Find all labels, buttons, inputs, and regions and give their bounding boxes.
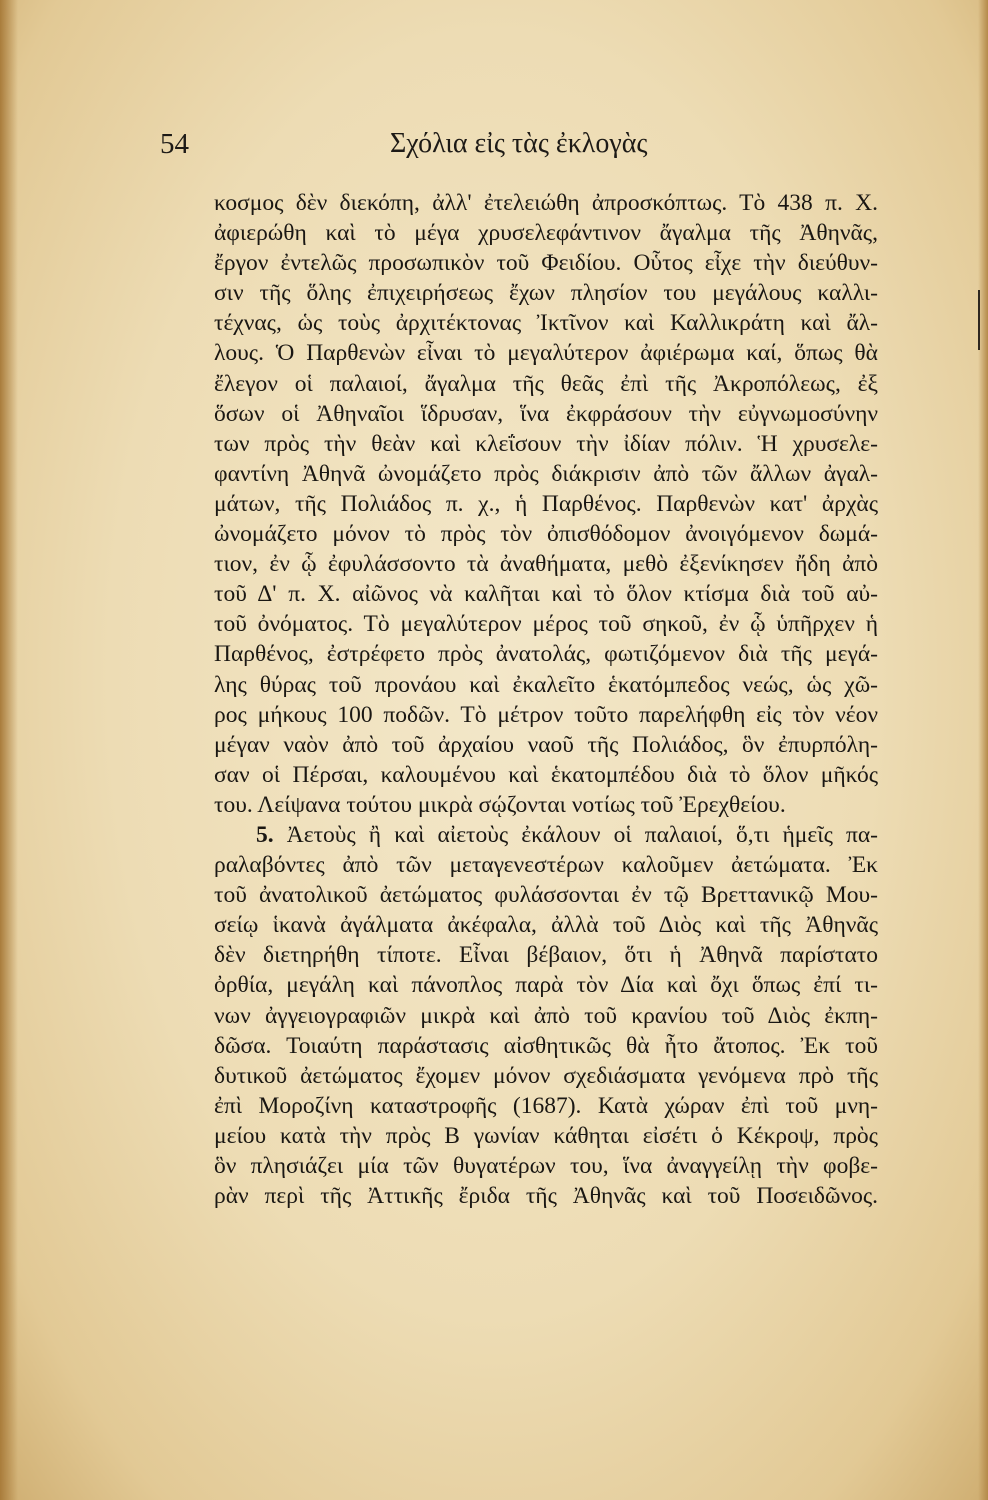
text-line: λης θύρας τοῦ προνάου καὶ ἐκαλεῖτο ἑκατόμπεδος νεώς, ὡς χῶ- — [214, 671, 878, 698]
text-line: ὅσων οἱ Ἀθηναῖοι ἵδρυσαν, ἵνα ἐκφράσουν τὴν εὐγνωμοσύνην — [214, 400, 878, 427]
text-line: δὲν διετηρήθη τίποτε. Εἶναι βέβαιον, ὅτι ἡ Ἀθηνᾶ παρίστατο — [214, 942, 878, 969]
text-line: ἐπὶ Μοροζίνη καταστροφῆς (1687). Κατὰ χώραν ἐπὶ τοῦ μνη- — [214, 1092, 878, 1119]
page-number: 54 — [160, 128, 189, 160]
text-line: ὀρθία, μεγάλη καὶ πάνοπλος παρὰ τὸν Δία καὶ ὄχι ὅπως ἐπί τι- — [214, 972, 878, 999]
text-line: δῶσα. Τοιαύτη παράστασις αἰσθητικῶς θὰ ἦτο ἄτοπος. Ἐκ τοῦ — [214, 1032, 878, 1059]
text-line: σείῳ ἱκανὰ ἀγάλματα ἀκέφαλα, ἀλλὰ τοῦ Διὸς καὶ τῆς Ἀθηνᾶς — [214, 912, 878, 939]
paragraph-first-line-text: Ἀετοὺς ἢ καὶ αἰετοὺς ἐκάλουν οἱ παλαιοί, ὅ,τι ἡμεῖς πα- — [286, 821, 879, 848]
text-line: σαν οἱ Πέρσαι, καλουμένου καὶ ἑκατομπέδου διὰ τὸ ὅλον μῆκός — [214, 761, 878, 788]
text-line: ὃν πλησιάζει μία τῶν θυγατέρων του, ἵνα ἀναγγείλῃ τὴν φοβε- — [214, 1153, 878, 1179]
text-line: δυτικοῦ ἀετώματος ἔχομεν μόνον σχεδιάσματα γενόμενα πρὸ τῆς — [214, 1062, 878, 1089]
text-line: φαντίνη Ἀθηνᾶ ὠνομάζετο πρὸς διάκρισιν ἀπὸ τῶν ἄλλων ἀγαλ- — [214, 460, 878, 487]
text-line: ρὰν περὶ τῆς Ἀττικῆς ἔριδα τῆς Ἀθηνᾶς καὶ τοῦ Ποσειδῶνος. — [214, 1183, 878, 1210]
text-line: ἀφιερώθη καὶ τὸ μέγα χρυσελεφάντινον ἄγαλμα τῆς Ἀθηνᾶς, — [214, 220, 878, 247]
text-line: τοῦ Δ' π. Χ. αἰῶνος νὰ καλῆται καὶ τὸ ὅλον κτίσμα διὰ τοῦ αὐ- — [214, 581, 878, 608]
text-line: του. Λείψανα τούτου μικρὰ σῴζονται νοτίως τοῦ Ἐρεχθείου. — [214, 791, 786, 818]
page-edge-left — [0, 0, 18, 1500]
text-line: λους. Ὁ Παρθενὼν εἶναι τὸ μεγαλύτερον ἀφιέρωμα καί, ὅπως θὰ — [214, 340, 878, 367]
paragraph-first-line — [214, 820, 878, 850]
text-line: σιν τῆς ὅλης ἐπιχειρήσεως ἔχων πλησίον του μεγάλους καλλι- — [214, 280, 878, 307]
page-edge-right — [978, 0, 988, 1500]
text-line: τοῦ ἀνατολικοῦ ἀετώματος φυλάσσονται ἐν τῷ Βρεττανικῷ Μου- — [214, 882, 878, 909]
text-line: μάτων, τῆς Πολιάδος π. χ., ἡ Παρθένος. Παρθενὼν κατ' ἀρχὰς — [214, 490, 878, 517]
text-line: ἔλεγον οἱ παλαιοί, ἄγαλμα τῆς θεᾶς ἐπὶ τῆς Ἀκροπόλεως, ἐξ — [214, 370, 878, 397]
text-line: τοῦ ὀνόματος. Τὸ μεγαλύτερον μέρος τοῦ σηκοῦ, ἐν ᾧ ὑπῆρχεν ἡ — [214, 611, 878, 638]
text-line: ἔργον ἐντελῶς προσωπικὸν τοῦ Φειδίου. Οὗτος εἶχε τὴν διεύθυν- — [214, 250, 878, 277]
text-line: μείου κατὰ τὴν πρὸς Β γωνίαν κάθηται εἰσέτι ὁ Κέκροψ, πρὸς — [214, 1122, 878, 1149]
text-line: ρος μήκους 100 ποδῶν. Τὸ μέτρον τοῦτο παρελήφθη εἰς τὸν νέον — [214, 701, 878, 728]
text-line: κοσμος δὲν διεκόπη, ἀλλ' ἐτελειώθη ἀπροσκόπτως. Τὸ 438 π. Χ. — [214, 190, 878, 216]
text-line: ὠνομάζετο μόνον τὸ πρὸς τὸν ὀπισθόδομον ἀνοιγόμενον δωμά- — [214, 521, 878, 548]
text-line: τέχνας, ὡς τοὺς ἀρχιτέκτονας Ἰκτῖνον καὶ Καλλικράτη καὶ ἄλ- — [214, 310, 878, 337]
text-line: τιον, ἐν ᾧ ἐφυλάσσοντο τὰ ἀναθήματα, μεθὸ ἐξενίκησεν ἤδη ἀπὸ — [214, 551, 878, 578]
text-line: νων ἀγγειογραφιῶν μικρὰ καὶ ἀπὸ τοῦ κρανίου τοῦ Διὸς ἐκπη- — [214, 1002, 878, 1029]
text-line: μέγαν ναὸν ἀπὸ τοῦ ἀρχαίου ναοῦ τῆς Πολιάδος, ὃν ἐπυρπόλη- — [214, 731, 878, 758]
margin-bracket — [978, 290, 986, 350]
text-line: ραλαβόντες ἀπὸ τῶν μεταγενεστέρων καλοῦμεν ἀετώματα. Ἐκ — [214, 852, 878, 879]
text-line: των πρὸς τὴν θεὰν καὶ κλεΐσουν τὴν ἰδίαν πόλιν. Ἡ χρυσελε- — [214, 430, 878, 457]
running-title: Σχόλια εἰς τὰς ἐκλογὰς — [390, 128, 648, 159]
body-text — [214, 188, 878, 1211]
note-marker: 5. — [256, 821, 274, 848]
page-header — [160, 128, 860, 172]
text-line: Παρθένος, ἐστρέφετο πρὸς ἀνατολάς, φωτιζόμενον διὰ τῆς μεγά- — [214, 641, 878, 668]
